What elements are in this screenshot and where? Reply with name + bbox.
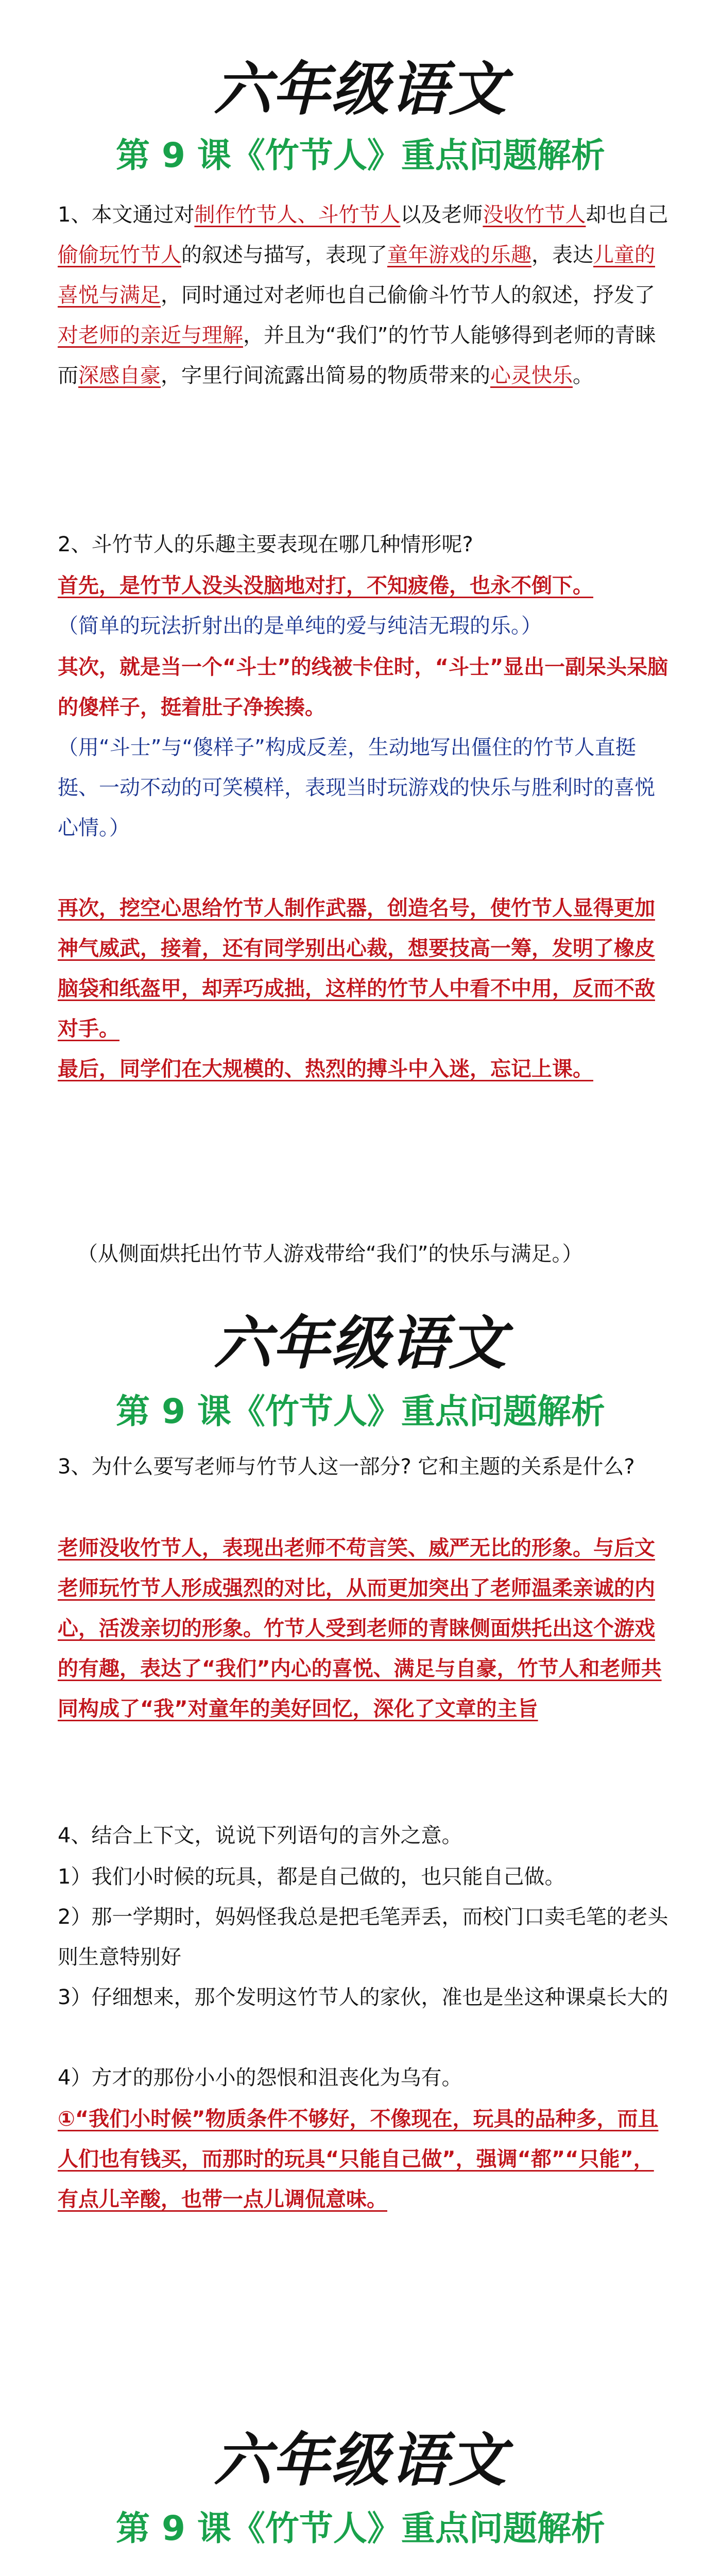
text-segment: 却也自己 — [586, 203, 668, 227]
text-segment: 以及老师 — [400, 203, 483, 227]
highlight-phrase: 对老师的亲近与理解 — [58, 324, 243, 347]
text-segment: 1、本文通过对 — [58, 203, 195, 227]
text-segment: ，表达 — [531, 243, 593, 267]
paragraph-1 — [58, 195, 671, 396]
text-segment: ，同时通过对老师也自己偷偷斗竹节人的叙述，抒发了 — [161, 283, 655, 307]
highlight-phrase: 制作竹节人、斗竹节人 — [194, 203, 401, 227]
answer-first-note: （简单的玩法折射出的是单纯的爱与纯洁无瑕的乐。） — [58, 614, 542, 638]
highlight-phrase: 童年游戏的乐趣 — [387, 243, 531, 267]
answer-first: 首先，是竹节人没头没脑地对打，不知疲倦，也永不倒下。 — [58, 574, 593, 598]
item-3: 3）仔细想来，那个发明这竹节人的家伙，准也是坐这种课桌长大的 — [58, 1986, 668, 2009]
highlight-phrase: 深感自豪 — [78, 364, 161, 387]
highlight-phrase: 儿童的喜悦与满足 — [58, 243, 655, 307]
section-title: 第 9 课《竹节人》重点问题解析 — [116, 135, 605, 175]
caption: （从侧面烘托出竹节人游戏带给“我们”的快乐与满足。） — [77, 1242, 583, 1266]
answer-3: 老师没收竹节人，表现出老师不苟言笑、威严无比的形象。与后文老师玩竹节人形成强烈的对比，从而更加突出了老师温柔亲诚的内心，活泼亲切的形象。竹节人受到老师的青睐侧面烘托出这个游戏的有趣，表达了“我们”内心的喜悦、满足与自豪，竹节人和老师共同构成了“我”对童年的美好回忆，深化了文章的主旨 — [58, 1536, 662, 1721]
answer-second-note: （用“斗士”与“傻样子”构成反差，生动地写出僵住的竹节人直挺挺、一动不动的可笑模样，表现当时玩游戏的快乐与胜利时的喜悦心情。） — [58, 736, 655, 840]
text-segment: ，字里行间流露出简易的物质带来的 — [161, 364, 490, 387]
answer-item-1: ①“我们小时候”物质条件不够好，不像现在，玩具的品种多，而且人们也有钱买，而那时的玩具“只能自己做”，强调“都”“只能”，有点儿辛酸，也带一点儿调侃意味。 — [58, 2107, 659, 2211]
text-segment: ，并且为“我们”的竹节人能够得到老师的青睐而 — [58, 324, 656, 387]
item-4: 4）方才的那份小小的怨恨和沮丧化为乌有。 — [58, 2066, 462, 2090]
logo: 六年级语文 — [214, 2427, 507, 2494]
highlight-phrase: 没收竹节人 — [483, 203, 586, 227]
section-title: 第 9 课《竹节人》重点问题解析 — [116, 2509, 605, 2548]
section-title: 第 9 课《竹节人》重点问题解析 — [116, 1392, 605, 1431]
question-3: 3、为什么要写老师与竹节人这一部分? 它和主题的关系是什么? — [58, 1455, 635, 1479]
text-segment: 的叙述与描写，表现了 — [181, 243, 387, 267]
highlight-phrase: 偷偷玩竹节人 — [58, 243, 181, 267]
answer-second: 其次，就是当一个“斗士”的线被卡住时，“斗士”显出一副呆头呆脑的傻样子，挺着肚子净挨揍。 — [58, 655, 668, 719]
answer-fourth: 最后，同学们在大规模的、热烈的搏斗中入迷，忘记上课。 — [58, 1057, 593, 1081]
question-2: 2、斗竹节人的乐趣主要表现在哪几种情形呢? — [58, 533, 473, 556]
item-2: 2）那一学期时，妈妈怪我总是把毛笔弄丢，而校门口卖毛笔的老头则生意特别好 — [58, 1905, 668, 1969]
logo: 六年级语文 — [214, 1310, 507, 1377]
question-4: 4、结合上下文，说说下列语句的言外之意。 — [58, 1824, 462, 1848]
item-1: 1）我们小时候的玩具，都是自己做的，也只能自己做。 — [58, 1865, 565, 1889]
answer-third: 再次，挖空心思给竹节人制作武器，创造名号，使竹节人显得更加神气威武，接着，还有同学别出心裁，想要技高一筹，发明了橡皮脑袋和纸盔甲，却弄巧成拙，这样的竹节人中看不中用，反而不敌对手。 — [58, 896, 655, 1041]
answer-item-2 — [58, 2568, 671, 2576]
highlight-phrase: 心灵快乐 — [490, 364, 573, 387]
text-segment: 。 — [573, 364, 593, 387]
logo: 六年级语文 — [214, 56, 507, 123]
